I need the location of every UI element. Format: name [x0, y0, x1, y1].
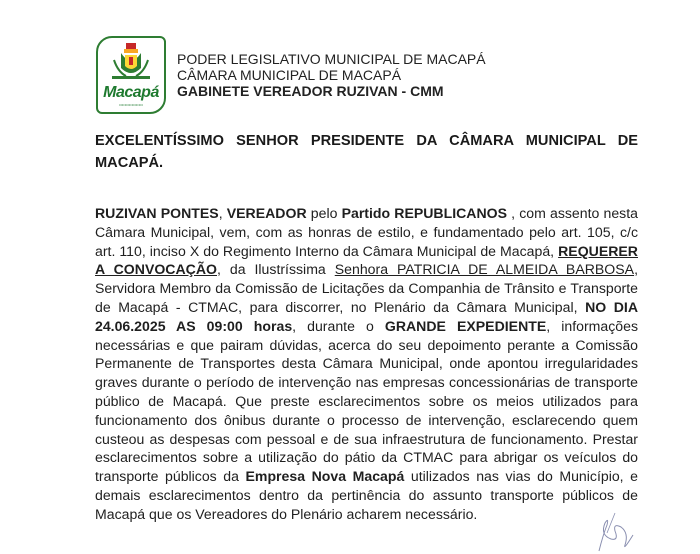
councilor-name: RUZIVAN PONTES — [95, 205, 219, 221]
camara-logo — [96, 36, 166, 114]
salutation-line-2: MACAPÁ. — [95, 155, 164, 171]
request-convocation: REQUERER A CONVOCAÇÃO — [95, 242, 638, 278]
header-line-2: CÂMARA MUNICIPAL DE MACAPÁ — [177, 67, 402, 83]
body-text: , com assento nesta Câmara Municipal, vem, com as honras de estilo, e fundamentado pelo art. 105, c/c art. 110, inciso X do Regimento Interno da Câmara Municipal de Macapá, — [95, 205, 638, 259]
session-name: GRANDE EXPEDIENTE — [384, 317, 547, 334]
body-text: pelo — [306, 205, 342, 221]
body-text: , Servidora Membro da Comissão de Licitações da Companhia de Trânsito e Transporte de Macapá - CTMAC, para discorrer, no Plenário da Câmara Municipal, — [95, 261, 638, 315]
party-name: Partido REPUBLICANOS — [341, 205, 508, 221]
letterhead — [177, 51, 486, 99]
summoned-name: Senhora PATRICIA DE ALMEIDA BARBOSA — [334, 261, 635, 278]
signature-icon — [585, 505, 655, 554]
header-line-1: PODER LEGISLATIVO MUNICIPAL DE MACAPÁ — [177, 51, 486, 67]
session-date: NO DIA 24.06.2025 AS 09:00 horas — [95, 298, 638, 334]
header-line-3: GABINETE VEREADOR RUZIVAN - CMM — [177, 83, 444, 99]
logo-subtext: ••••••••••••••••• — [119, 102, 143, 107]
request-paragraph — [95, 204, 638, 524]
salutation — [95, 130, 638, 174]
body-text: utilizados nas vias do Município, e demais esclarecimentos dentro da pertinência do assunto transporte públicos de Macapá que os Vereadores do Plenário acharem necessário. — [95, 468, 638, 522]
body-text: , — [218, 205, 227, 221]
body-text: , informações necessárias e que pairam dúvidas, acerca do seu depoimento perante a Comissão Permanente de Transportes desta Câmara Municipal, onde apontou irregularidades graves durante o período de intervenção nas empresas concessionárias de transporte público de Macapá. Que preste esclarecimentos sobre os meios utilizados para funcionamento dos ônibus durante o processo de intervenção, esclarecendo quem custeou as despesas com pessoal e de sua infraestrutura de funcionamento. Prestar esclarecimentos sobre a utilização do pátio da CTMAC para abrigar os veículos do transporte públicos da — [95, 317, 638, 485]
body-text: , da Ilustríssima — [216, 261, 335, 278]
logo-text: Macapá — [103, 84, 159, 101]
company-name: Empresa Nova Macapá — [245, 468, 405, 485]
body-text: , durante o — [292, 317, 385, 334]
role-label: VEREADOR — [226, 205, 307, 221]
salutation-line-1: EXCELENTÍSSIMO SENHOR PRESIDENTE DA CÂMARA MUNICIPAL DE — [95, 133, 638, 149]
summoned-person — [335, 261, 634, 277]
